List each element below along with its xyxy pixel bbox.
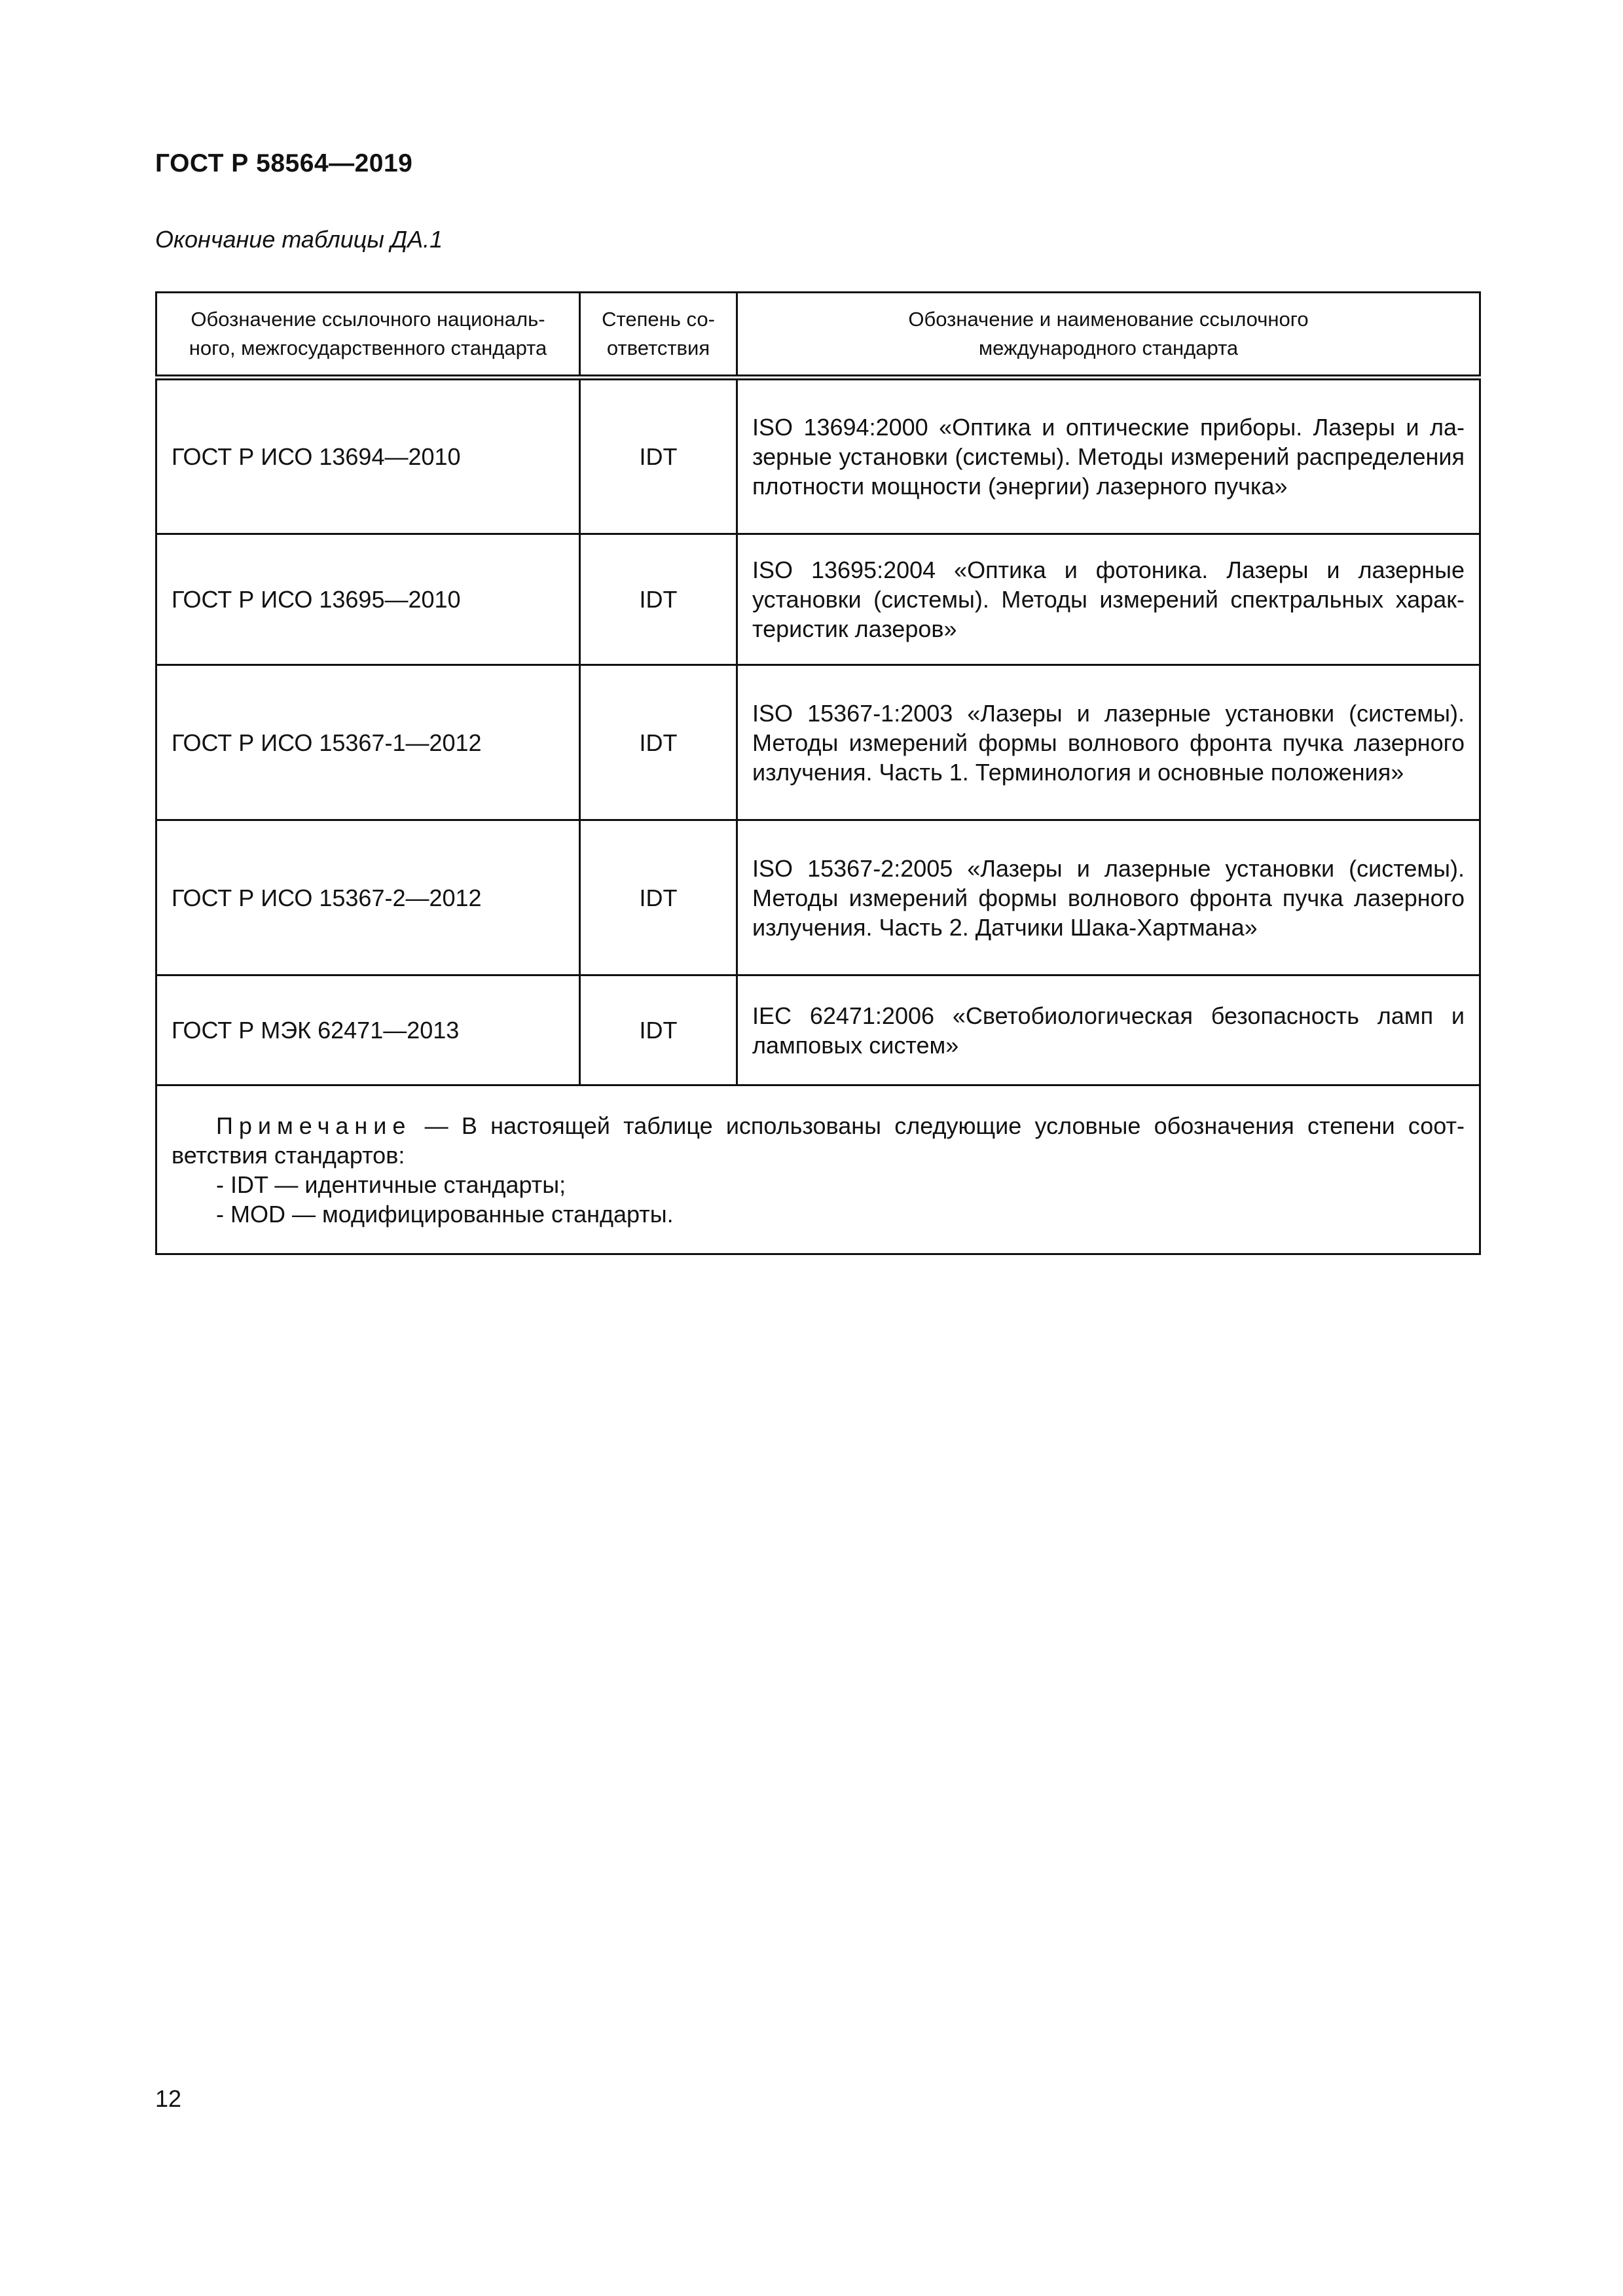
table-row: [156, 378, 1480, 534]
reference-standards-table: [155, 291, 1481, 1255]
gost-designation-cell: ГОСТ Р ИСО 15367-2—2012: [156, 820, 580, 975]
table-row: [156, 975, 1480, 1085]
international-standard-cell: ISO 13694:2000 «Оптика и оптические приборы. Лазеры и лазерные установки (системы). Методы измерений распределения плотности мощности (энергии) лазерного пучка»: [737, 378, 1480, 534]
header-line: Обозначение и наименование ссылочного: [908, 308, 1309, 331]
international-standard-cell: ISO 15367-1:2003 «Лазеры и лазерные установки (системы). Методы измерений формы волнового фронта пучка лазерного излучения. Часть 1. Терминология и основные положения»: [737, 665, 1480, 820]
gost-designation-cell: ГОСТ Р ИСО 15367-1—2012: [156, 665, 580, 820]
note-list-item: - IDT — идентичные стандарты;: [216, 1171, 566, 1198]
header-line: ного, межгосударственного стандарта: [189, 337, 547, 359]
gost-designation-cell: ГОСТ Р МЭК 62471—2013: [156, 975, 580, 1085]
gost-designation-cell: ГОСТ Р ИСО 13695—2010: [156, 534, 580, 665]
header-international-standard: [737, 293, 1480, 378]
international-standard-cell: ISO 13695:2004 «Оптика и фотоника. Лазеры и лазерные установки (системы). Методы измерений спектральных характеристик лазеров»: [737, 534, 1480, 665]
degree-cell: IDT: [580, 975, 737, 1085]
note-paragraph: [172, 1111, 1465, 1170]
international-standard-cell: IEC 62471:2006 «Светобиологическая безопасность ламп и ламповых систем»: [737, 975, 1480, 1085]
table-row: [156, 534, 1480, 665]
international-standard-cell: ISO 15367-2:2005 «Лазеры и лазерные установки (системы). Методы измерений формы волнового фронта пучка лазерного излучения. Часть 2. Датчики Шака-Хартмана»: [737, 820, 1480, 975]
header-line: Обозначение ссылочного националь-: [191, 308, 545, 331]
table-header-row: [156, 293, 1480, 378]
degree-cell: IDT: [580, 820, 737, 975]
header-line: международного стандарта: [978, 337, 1239, 359]
note-list-item: - MOD — модифицированные стандарты.: [216, 1200, 674, 1228]
header-line: ответствия: [606, 337, 710, 359]
header-national-standard: [156, 293, 580, 378]
header-degree: [580, 293, 737, 378]
page-number: 12: [155, 2085, 182, 2112]
table-note: [156, 1085, 1480, 1254]
table-row: [156, 665, 1480, 820]
table-caption: Окончание таблицы ДА.1: [155, 226, 443, 253]
table-note-row: [156, 1085, 1480, 1254]
header-line: Степень со-: [602, 308, 715, 331]
reference-standards-table-container: [155, 291, 1479, 1255]
degree-cell: IDT: [580, 665, 737, 820]
table-row: [156, 820, 1480, 975]
note-label: Примечание: [216, 1112, 412, 1139]
gost-designation-cell: ГОСТ Р ИСО 13694—2010: [156, 378, 580, 534]
note-text: — В настоящей таблице использованы следующие условные обозначения степени соответствия стандартов:: [172, 1112, 1465, 1169]
document-header: ГОСТ Р 58564—2019: [155, 149, 413, 177]
degree-cell: IDT: [580, 534, 737, 665]
degree-cell: IDT: [580, 378, 737, 534]
